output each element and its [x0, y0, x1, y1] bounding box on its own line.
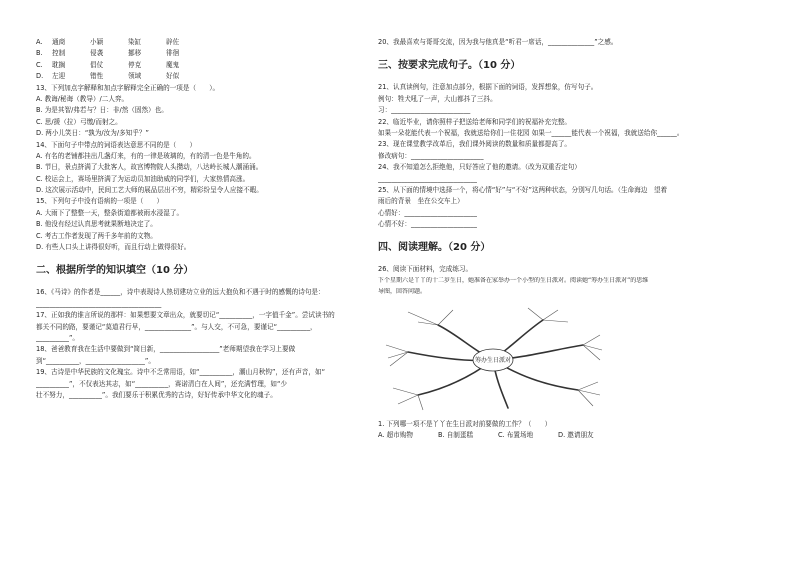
- left-column: [36, 38, 376, 402]
- question-25-cont: 雨后的背景 坐在公交车上）: [378, 197, 464, 206]
- question-19: 19、古诗是中华民族的文化瑰宝。诗中不乏常用语，如“__________，潮山月秋钩”，还有声音，如“: [36, 368, 325, 377]
- question-14: 14、下面句子中带点的词语表达意思不同的是（ ）: [36, 140, 197, 149]
- question-25: 25、从下面的情境中选择一个，将心情“好”与“不好”这两种状态，分别写几句话。（生命海边 望着: [378, 185, 668, 194]
- map-twig: [578, 382, 600, 406]
- option-row: C. 耽搁 倡仗 停克 魔鬼: [36, 60, 180, 69]
- reading-intro: 下个星期六是丫丫的十二岁生日，她准备在家举办一个小型的生日派对。阅读她“筹办生日派对”的思维: [378, 276, 649, 284]
- right-column: [378, 38, 718, 440]
- question-23: 23、现在课堂教学改革后，我们课外阅读的数量和质量都提高了。: [378, 140, 572, 149]
- answer-good-mood[interactable]: 心情好：______________________: [378, 208, 477, 217]
- map-twig: [408, 310, 453, 325]
- option-row: A. 通商 小颖 染缸 辟佐: [36, 38, 180, 46]
- option-d: D. 两小儿笑日：“孰为/汝为/多知乎？”: [36, 129, 149, 138]
- map-twig: [386, 345, 408, 366]
- example-sentence: 例句：牲犬吼了一声，大山都抖了三抖。: [378, 94, 497, 103]
- question-24: 24、我不知道怎么拒绝他，只好答应了他的邀请。（改为双重否定句）: [378, 163, 581, 172]
- question-22-cont: 如果一朵花能代表一个祝福，我就送给你们一住花园 如果一______能代表一个祝福，我就送给你______。: [378, 128, 684, 137]
- reading-intro-cont: 导图，回答问题。: [378, 288, 427, 296]
- choice-c[interactable]: C. 布置场地: [498, 431, 534, 440]
- answer-blank[interactable]: 习：________________________: [378, 106, 471, 115]
- option-a: A. 教诲/秘诲（教导）/二人弈。: [36, 94, 129, 103]
- option-row: B. 控制 侵袭 挪移 徘徊: [36, 49, 180, 58]
- question-18: 18、爸爸教育我在生活中要做到“简目新，__________________”老师期望我在学习上要做: [36, 345, 296, 354]
- map-twig: [393, 388, 423, 410]
- answer-bad-mood[interactable]: 心情不好：____________________: [378, 220, 477, 229]
- option-d: D. 这次展示活动中，民间工艺大师的展品层出不穷，精彩纷呈令人应接不暇。: [36, 186, 263, 195]
- question-19-cont: __________”，不仅表达其志，如“__________，赛诺清白在人间”，还充满哲理，如“少: [36, 379, 288, 388]
- question-17-cont: __________”。: [36, 333, 79, 342]
- question-1: 1. 下列哪一项不是丫丫在生日派对前要做的工作？（ ）: [378, 419, 552, 428]
- map-center-label: 筹办生日派对: [474, 356, 512, 364]
- mind-map-drawing: [378, 300, 608, 420]
- answer-blank[interactable]: ______________________________: [378, 174, 477, 183]
- option-a: A. 大雨下了整整一天，整条街道都被雨水浸湿了。: [36, 208, 184, 217]
- answer-blank[interactable]: ______________________________________: [36, 299, 162, 308]
- option-b: B. 节日，景点挤满了大批客人，故宫博物院人头攒动，八达岭长城人潮涌涌。: [36, 163, 263, 172]
- mind-map: [378, 300, 608, 420]
- section-2-heading: 二、根据所学的知识填空（10 分）: [36, 265, 194, 277]
- question-22: 22、临近毕业，请你照样子把送给老师和同学们的祝福补充完整。: [378, 117, 572, 126]
- question-15: 15、下列句子中没有语病的一项是（ ）: [36, 197, 164, 206]
- answer-blank[interactable]: 修改病句：______________________: [378, 151, 484, 160]
- option-a: A. 有名的老铺都挂出几盏灯来，有的一律是玻璃的，有的清一色是牛角的。: [36, 151, 256, 160]
- choice-b[interactable]: B. 自制蛋糕: [438, 431, 474, 440]
- question-17-cont: 都关不同的路，要谨记“莫道君行早，______________”。与人交，不可急，要谨记“__________，: [36, 322, 317, 331]
- section-4-heading: 四、阅读理解。（20 分）: [378, 242, 491, 254]
- option-c: C. 思/援（拉）弓缴/而射之。: [36, 117, 122, 126]
- choice-a[interactable]: A. 超市购物: [378, 431, 413, 440]
- map-twig: [528, 308, 568, 322]
- option-d: D. 有些人口头上讲得很好听，而且行动上做得很好。: [36, 243, 191, 252]
- section-3-heading: 三、按要求完成句子。（10 分）: [378, 60, 521, 72]
- question-21: 21、认真读例句，注意加点部分，根据下面的词语，发挥想象，仿写句子。: [378, 83, 598, 92]
- option-c: C. 校运会上，赛场里挤满了为运动员加油助威的同学们，大家热情高涨。: [36, 174, 250, 183]
- question-26: 26、阅读下面材料，完成练习。: [378, 265, 473, 274]
- question-20: 20、我最喜欢与哥哥交流，因为我与他真是“听君一席话，______________”之感。: [378, 38, 618, 46]
- option-b: B. 为是其智/弗若与？日：非/然（固然）也。: [36, 106, 168, 115]
- question-18-cont: 到“__________，__________________”。: [36, 356, 155, 365]
- map-twig: [583, 335, 602, 360]
- question-16: 16、《马诗》的作者是______，诗中表现诗人热切建功立业的远大抱负和不遇于时的感慨的诗句是：: [36, 288, 325, 297]
- choice-d[interactable]: D. 邀请朋友: [558, 431, 594, 440]
- choice-row: [378, 431, 718, 440]
- option-row: D. 左迎 错性 领域 好似: [36, 72, 180, 81]
- question-19-cont: 壮不努力，__________”。我们要乐于积累优秀的古诗，好好传承中华文化的魂子。: [36, 390, 277, 399]
- option-c: C. 考古工作者发现了两千多年前的文物。: [36, 231, 157, 240]
- option-b: B. 他没有经过认真思考就果断地决定了。: [36, 220, 157, 229]
- question-17: 17、正如我的谁言所说的那样：如果想要文章出众，就要切记“__________，一字值千金”。尝试读书的: [36, 311, 335, 320]
- question-13: 13、下列加点字解释和加点字解释完全正确的一项是（ ）。: [36, 83, 220, 92]
